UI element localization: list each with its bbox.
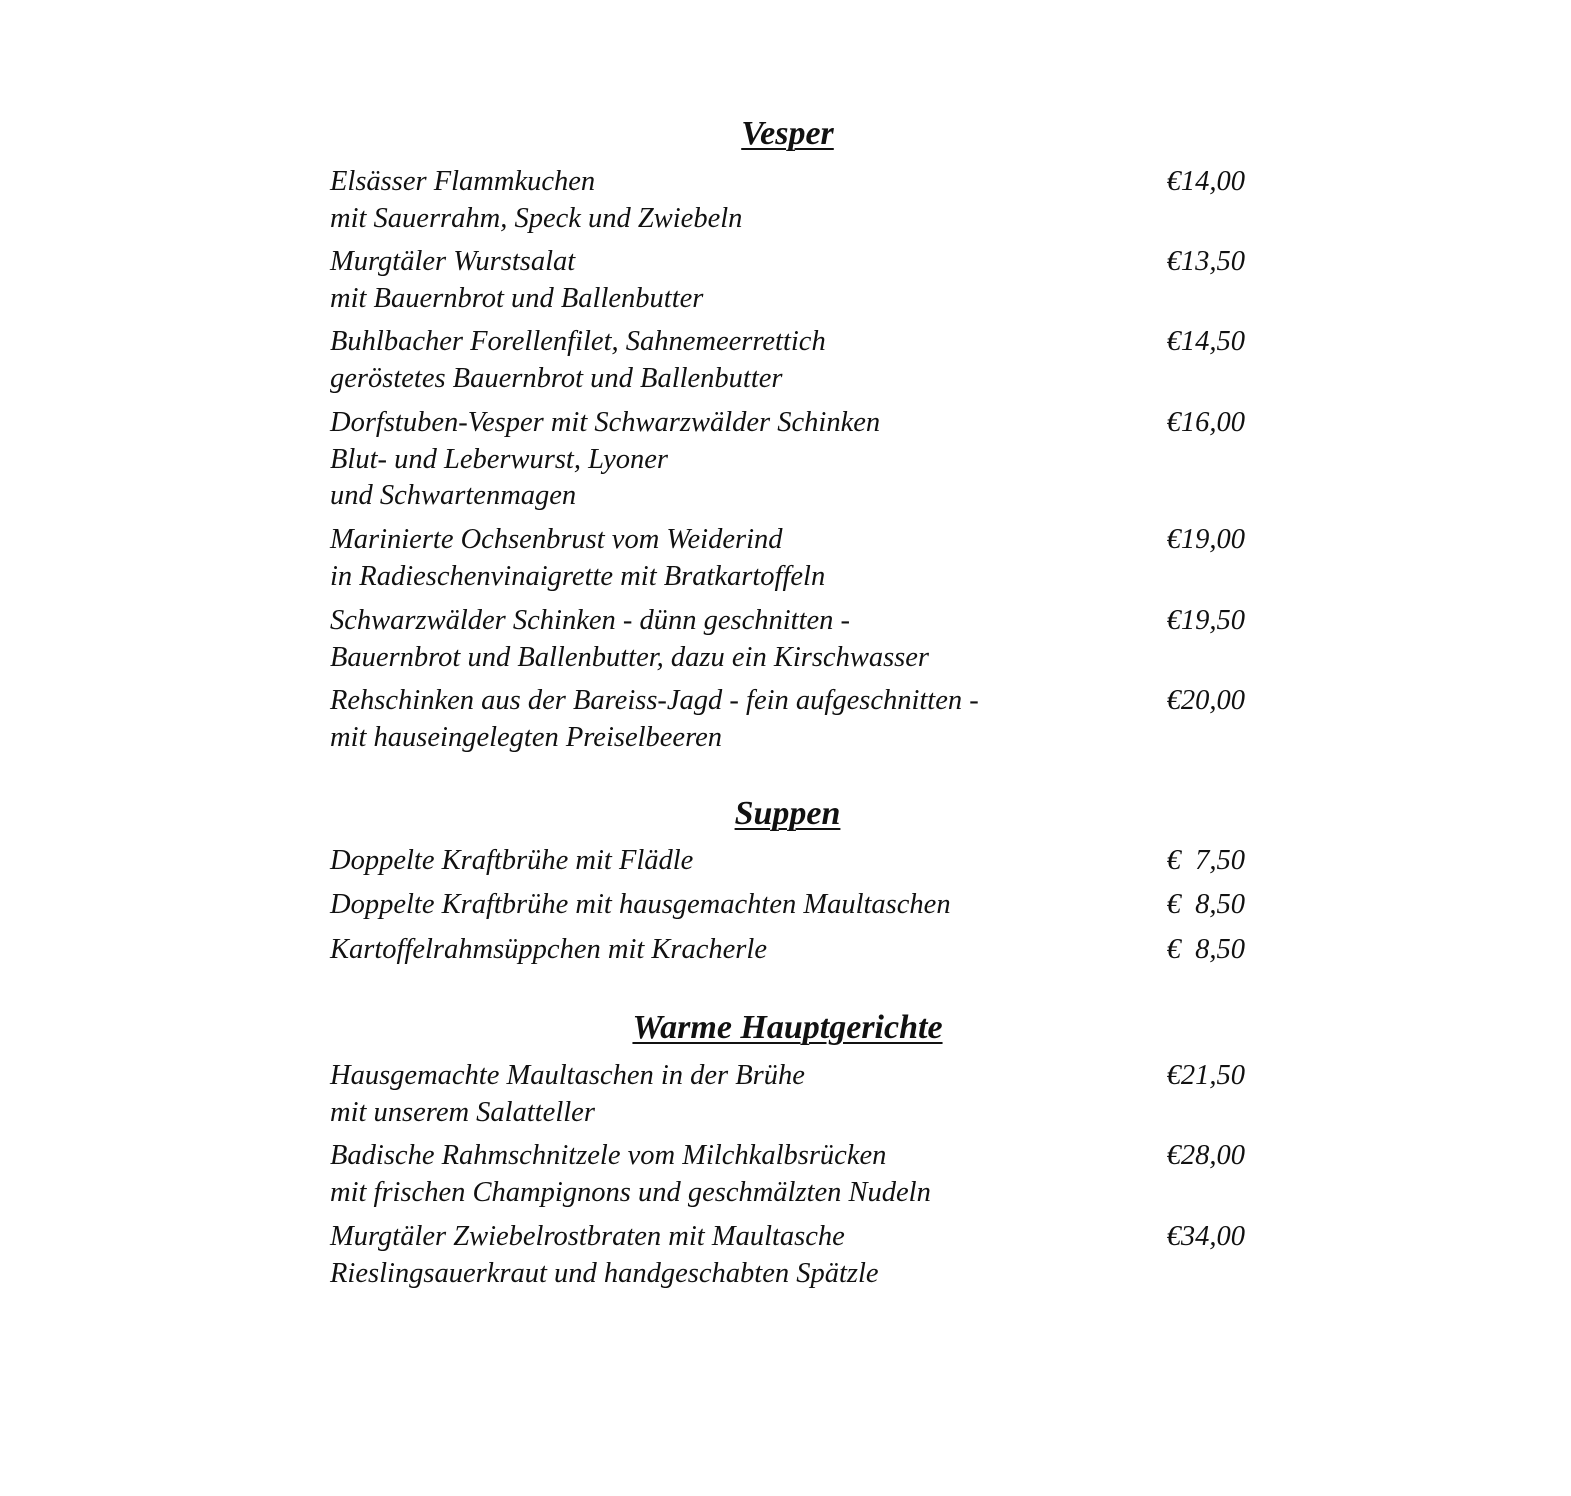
item-line: Doppelte Kraftbrühe mit hausgemachten Maultaschen [330, 889, 951, 920]
item-line: mit unserem Salatteller [330, 1096, 595, 1128]
item-price: €20,00 [1166, 685, 1245, 716]
item-price: €28,00 [1166, 1140, 1245, 1171]
section-title-warme-hauptgerichte: Warme Hauptgerichte [632, 1009, 943, 1046]
item-line: Murgtäler Zwiebelrostbraten mit Maultasche [330, 1221, 845, 1252]
item-line: Rehschinken aus der Bareiss-Jagd - fein aufgeschnitten - [330, 685, 979, 716]
item-description [330, 324, 1130, 397]
item-description [330, 932, 1130, 969]
item-line: Badische Rahmschnitzele vom Milchkalbsrücken [330, 1140, 887, 1171]
item-line: Doppelte Kraftbrühe mit Flädle [330, 845, 694, 876]
item-price: €13,50 [1166, 246, 1245, 277]
item-description [330, 405, 1130, 515]
item-description [330, 683, 1130, 756]
item-description [330, 164, 1130, 237]
item-line: Kartoffelrahmsüppchen mit Kracherle [330, 934, 767, 965]
item-line: in Radieschenvinaigrette mit Bratkartoffeln [330, 560, 826, 592]
item-line: Murgtäler Wurstsalat [330, 246, 576, 277]
item-line: mit Bauernbrot und Ballenbutter [330, 282, 704, 314]
item-line: Rieslingsauerkraut und handgeschabten Spätzle [330, 1257, 879, 1289]
item-price: € 8,50 [1166, 934, 1245, 965]
item-line: Bauernbrot und Ballenbutter, dazu ein Kirschwasser [330, 641, 930, 673]
item-price: €16,00 [1166, 407, 1245, 438]
section-title-suppen: Suppen [734, 795, 841, 832]
item-description [330, 843, 1130, 880]
item-price: €21,50 [1166, 1060, 1245, 1091]
item-price: €14,50 [1166, 326, 1245, 357]
item-line: Elsässer Flammkuchen [330, 166, 596, 197]
item-description [330, 244, 1130, 317]
section-title-vesper: Vesper [741, 115, 834, 152]
item-description [330, 887, 1130, 924]
item-price: €19,50 [1166, 605, 1245, 636]
item-line: und Schwartenmagen [330, 480, 577, 511]
item-line: mit Sauerrahm, Speck und Zwiebeln [330, 202, 743, 234]
item-description [330, 522, 1130, 595]
item-price: € 7,50 [1166, 845, 1245, 876]
item-line: Dorfstuben-Vesper mit Schwarzwälder Schinken [330, 407, 881, 438]
item-description [330, 1138, 1130, 1211]
item-price: €14,00 [1166, 166, 1245, 197]
item-description [330, 1219, 1130, 1292]
item-line: Blut- und Leberwurst, Lyoner [330, 443, 668, 475]
item-price: € 8,50 [1166, 889, 1245, 920]
item-line: mit frischen Champignons und geschmälzten Nudeln [330, 1176, 931, 1208]
item-price: €19,00 [1166, 524, 1245, 555]
item-description [330, 1058, 1130, 1131]
item-line: geröstetes Bauernbrot und Ballenbutter [330, 362, 783, 394]
item-description [330, 603, 1130, 676]
item-line: mit hauseingelegten Preiselbeeren [330, 721, 723, 753]
item-line: Buhlbacher Forellenfilet, Sahnemeerrettich [330, 326, 826, 357]
item-line: Marinierte Ochsenbrust vom Weiderind [330, 524, 783, 555]
item-line: Schwarzwälder Schinken - dünn geschnitten - [330, 605, 851, 636]
item-line: Hausgemachte Maultaschen in der Brühe [330, 1060, 805, 1091]
item-price: €34,00 [1166, 1221, 1245, 1252]
